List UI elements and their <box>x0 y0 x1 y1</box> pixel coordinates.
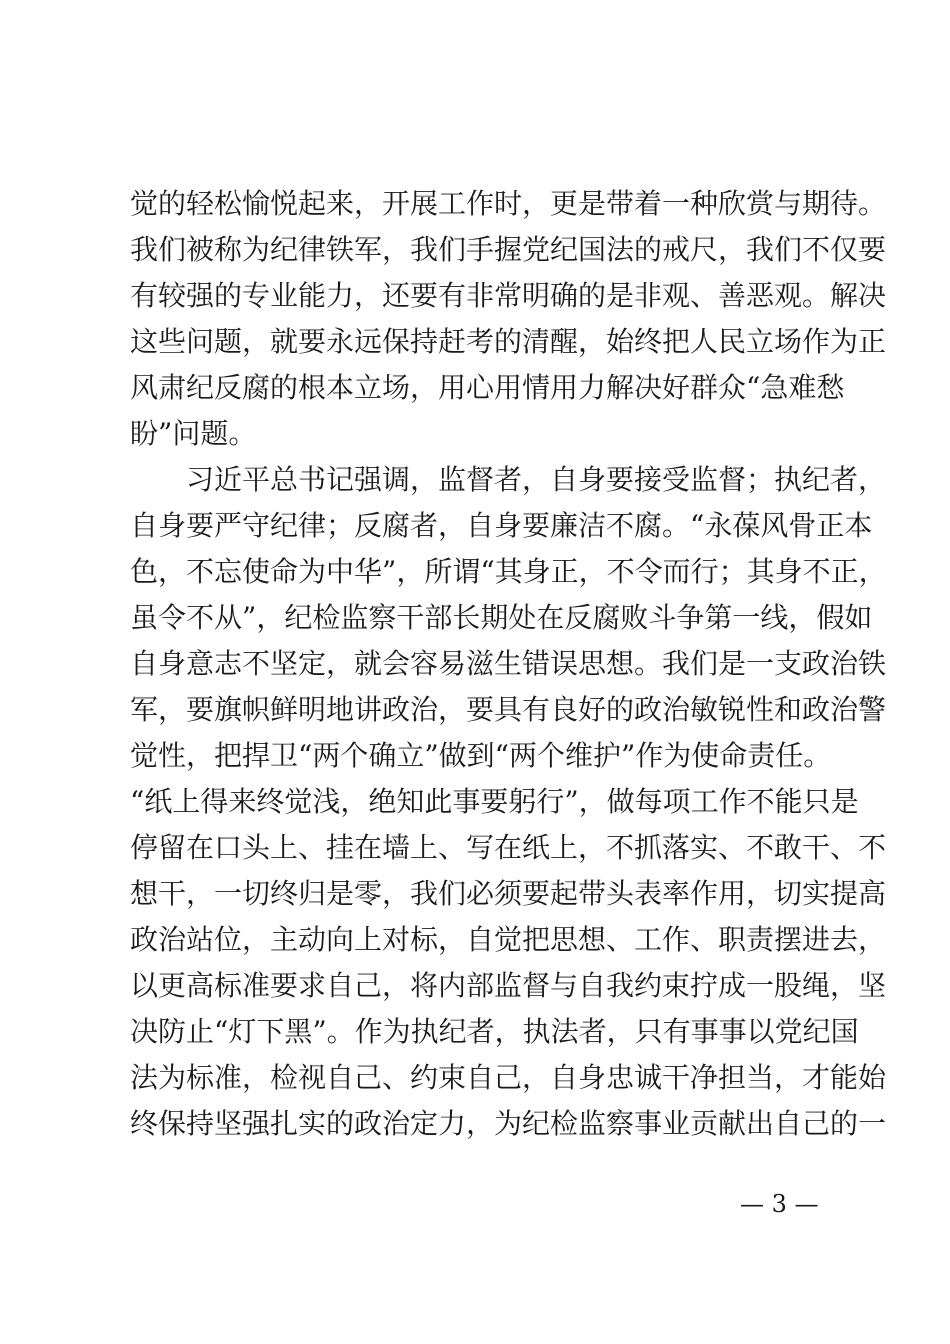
text-line: 觉的轻松愉悦起来，开展工作时，更是带着一种欣赏与期待。 <box>130 187 887 220</box>
text-line: 终保持坚强扎实的政治定力，为纪检监察事业贡献出自己的一 <box>130 1107 887 1140</box>
text-line: 习近平总书记强调，监督者，自身要接受监督；执纪者， <box>186 463 887 496</box>
text-line: 色，不忘使命为中华”，所谓“其身正，不令而行；其身不正， <box>130 555 887 588</box>
text-line: 这些问题，就要永远保持赶考的清醒，始终把人民立场作为正 <box>130 325 887 358</box>
text-line: 我们被称为纪律铁军，我们手握党纪国法的戒尺，我们不仅要 <box>130 233 887 266</box>
text-line: 想干，一切终归是零，我们必须要起带头表率作用，切实提高 <box>130 877 887 910</box>
text-line: 决防止“灯下黑”。作为执纪者，执法者，只有事事以党纪国 <box>130 1015 859 1048</box>
text-line: 盼”问题。 <box>130 417 257 450</box>
text-line: 风肃纪反腐的根本立场，用心用情用力解决好群众“急难愁 <box>130 371 845 404</box>
text-line: 政治站位，主动向上对标，自觉把思想、工作、职责摆进去， <box>130 923 887 956</box>
text-line: 以更高标准要求自己，将内部监督与自我约束拧成一股绳，坚 <box>130 969 887 1002</box>
text-line: 自身意志不坚定，就会容易滋生错误思想。我们是一支政治铁 <box>130 647 887 680</box>
text-line: “纸上得来终觉浅，绝知此事要躬行”，做每项工作不能只是 <box>130 785 859 818</box>
text-line: 军，要旗帜鲜明地讲政治，要具有良好的政治敏锐性和政治警 <box>130 693 887 726</box>
text-line: 法为标准，检视自己、约束自己，自身忠诚干净担当，才能始 <box>130 1061 887 1094</box>
text-line: 觉性，把捍卫“两个确立”做到“两个维护”作为使命责任。 <box>130 739 832 772</box>
text-line: 自身要严守纪律；反腐者，自身要廉洁不腐。“永葆风骨正本 <box>130 509 873 542</box>
text-line: 有较强的专业能力，还要有非常明确的是非观、善恶观。解决 <box>130 279 887 312</box>
page-number: — 3 — <box>740 1190 819 1218</box>
text-line: 虽令不从”，纪检监察干部长期处在反腐败斗争第一线，假如 <box>130 601 873 634</box>
text-line: 停留在口头上、挂在墙上、写在纸上，不抓落实、不敢干、不 <box>130 831 887 864</box>
